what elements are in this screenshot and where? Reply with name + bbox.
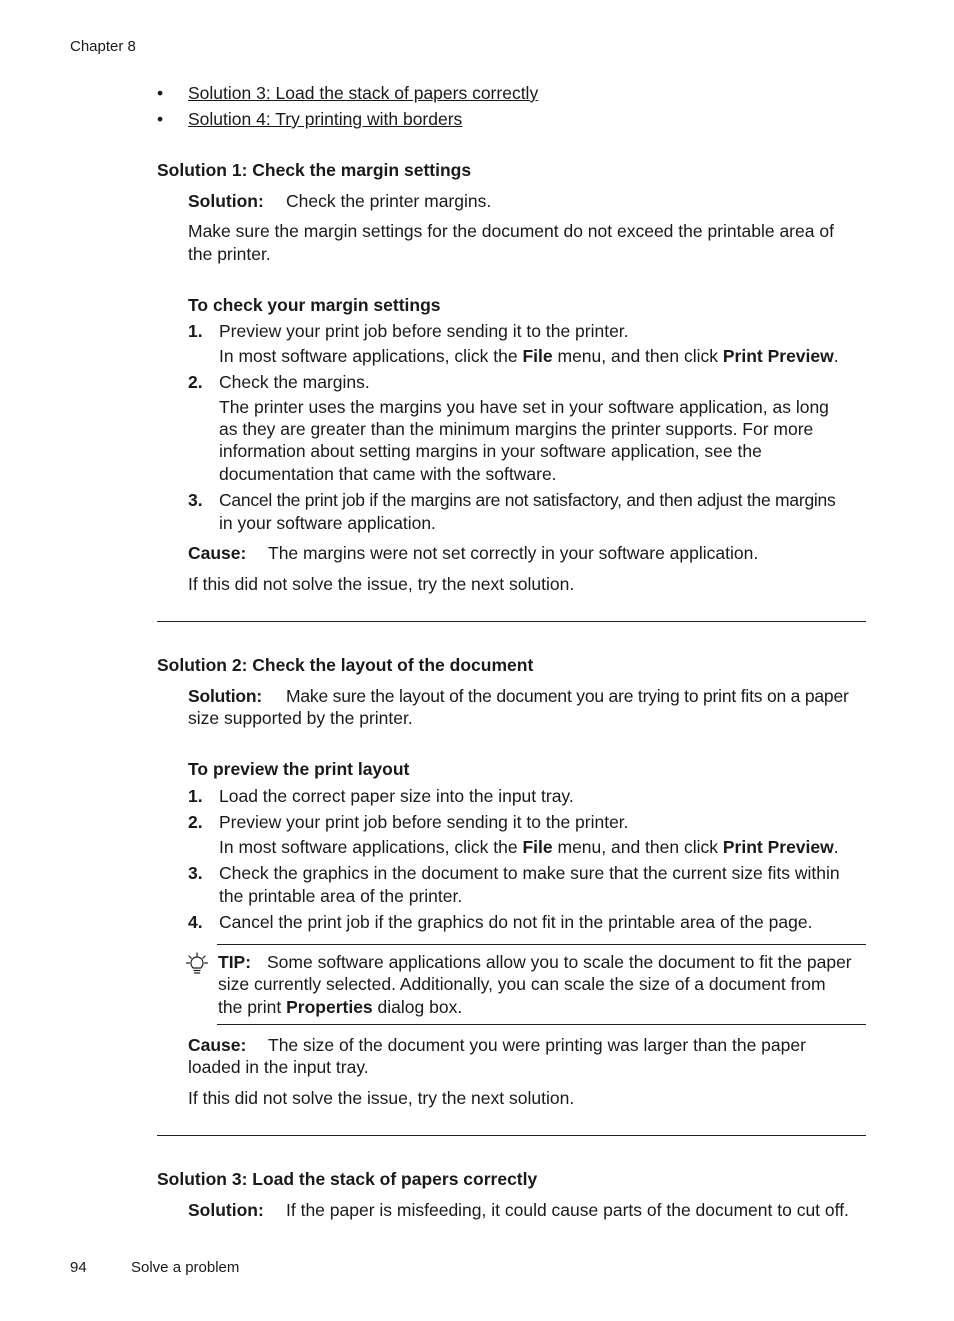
procedure-title: To check your margin settings <box>188 295 441 315</box>
text-run: menu, and then click <box>552 346 723 366</box>
step-text: Cancel the print job if the margins are not satisfactory, and then adjust the margins <box>219 490 836 510</box>
menu-item-print-preview: Print Preview <box>722 837 834 857</box>
link-solution-3[interactable]: Solution 3: Load the stack of papers correctly <box>188 83 539 103</box>
step-subtext <box>219 345 839 368</box>
step-text: Load the correct paper size into the input tray. <box>219 786 574 806</box>
step-number: 2. <box>188 372 203 392</box>
solution-label: Solution: <box>188 191 264 211</box>
dialog-name-properties: Properties <box>286 997 373 1017</box>
cause-label: Cause: <box>188 543 247 563</box>
step-detail-line: as they are greater than the minimum margins the printer supports. For more <box>219 419 814 439</box>
tip-bottom-rule <box>217 1024 866 1025</box>
step-text: in your software application. <box>219 513 436 533</box>
step-detail-line: information about setting margins in your software application, see the <box>219 441 762 461</box>
solution-text: size supported by the printer. <box>188 708 413 728</box>
step-text: Check the margins. <box>219 372 370 392</box>
footer-section-title: Solve a problem <box>131 1259 240 1276</box>
cause-statement <box>188 542 758 565</box>
step-text: Preview your print job before sending it to the printer. <box>219 812 629 832</box>
tip-line <box>218 951 852 974</box>
step-text: the printable area of the printer. <box>219 886 463 906</box>
tip-top-rule <box>217 944 866 945</box>
text-run: In most software applications, click the <box>219 837 523 857</box>
tip-line: size currently selected. Additionally, you can scale the size of a document from <box>218 974 826 994</box>
cause-text: The margins were not set correctly in your software application. <box>268 543 759 563</box>
section-heading-solution-1: Solution 1: Check the margin settings <box>157 160 472 180</box>
tip-text: Some software applications allow you to scale the document to fit the paper <box>267 952 852 972</box>
text-run: menu, and then click <box>552 837 723 857</box>
text-run: . <box>833 346 839 366</box>
cause-label: Cause: <box>188 1035 247 1055</box>
paragraph-line: the printer. <box>188 244 271 264</box>
bullet: • <box>157 109 164 129</box>
step-number: 1. <box>188 321 203 341</box>
solution-text: Make sure the layout of the document you are trying to print fits on a paper <box>286 686 849 706</box>
cause-text: The size of the document you were printing was larger than the paper <box>268 1035 806 1055</box>
bullet: • <box>157 83 164 103</box>
step-text: Check the graphics in the document to make sure that the current size fits within <box>219 863 840 883</box>
cause-statement <box>188 1034 806 1057</box>
chapter-header: Chapter 8 <box>70 38 136 55</box>
step-detail-line: The printer uses the margins you have set in your software application, as long <box>219 397 829 417</box>
step-number: 3. <box>188 490 203 510</box>
step-number: 3. <box>188 863 203 883</box>
step-number: 1. <box>188 786 203 806</box>
step-number: 4. <box>188 912 203 932</box>
solution-1-statement <box>188 190 491 213</box>
section-divider <box>157 621 866 622</box>
page-number: 94 <box>70 1259 87 1276</box>
step-subtext <box>219 836 839 859</box>
solution-2-statement <box>188 685 849 708</box>
step-text: Preview your print job before sending it to the printer. <box>219 321 629 341</box>
text-run: the print <box>218 997 287 1017</box>
menu-name-file: File <box>522 346 553 366</box>
section-divider <box>157 1135 866 1136</box>
menu-name-file: File <box>522 837 553 857</box>
next-solution-note: If this did not solve the issue, try the next solution. <box>188 1088 575 1108</box>
next-solution-note: If this did not solve the issue, try the next solution. <box>188 574 575 594</box>
solution-text: Check the printer margins. <box>286 191 492 211</box>
cause-text: loaded in the input tray. <box>188 1057 369 1077</box>
step-text: Cancel the print job if the graphics do not fit in the printable area of the page. <box>219 912 813 932</box>
step-number: 2. <box>188 812 203 832</box>
solution-3-statement <box>188 1199 849 1222</box>
step-detail-line: documentation that came with the software. <box>219 464 557 484</box>
tip-label: TIP: <box>218 952 252 972</box>
solution-label: Solution: <box>188 1200 264 1220</box>
tip-line <box>218 996 462 1019</box>
paragraph-line: Make sure the margin settings for the document do not exceed the printable area of <box>188 221 834 241</box>
procedure-title: To preview the print layout <box>188 759 410 779</box>
section-heading-solution-3: Solution 3: Load the stack of papers correctly <box>157 1169 538 1189</box>
link-solution-4[interactable]: Solution 4: Try printing with borders <box>188 109 463 129</box>
text-run: dialog box. <box>372 997 463 1017</box>
text-run: In most software applications, click the <box>219 346 523 366</box>
section-heading-solution-2: Solution 2: Check the layout of the document <box>157 655 534 675</box>
lightbulb-icon <box>186 952 208 976</box>
solution-text: If the paper is misfeeding, it could cause parts of the document to cut off. <box>286 1200 849 1220</box>
menu-item-print-preview: Print Preview <box>722 346 834 366</box>
solution-label: Solution: <box>188 686 263 706</box>
text-run: . <box>833 837 839 857</box>
